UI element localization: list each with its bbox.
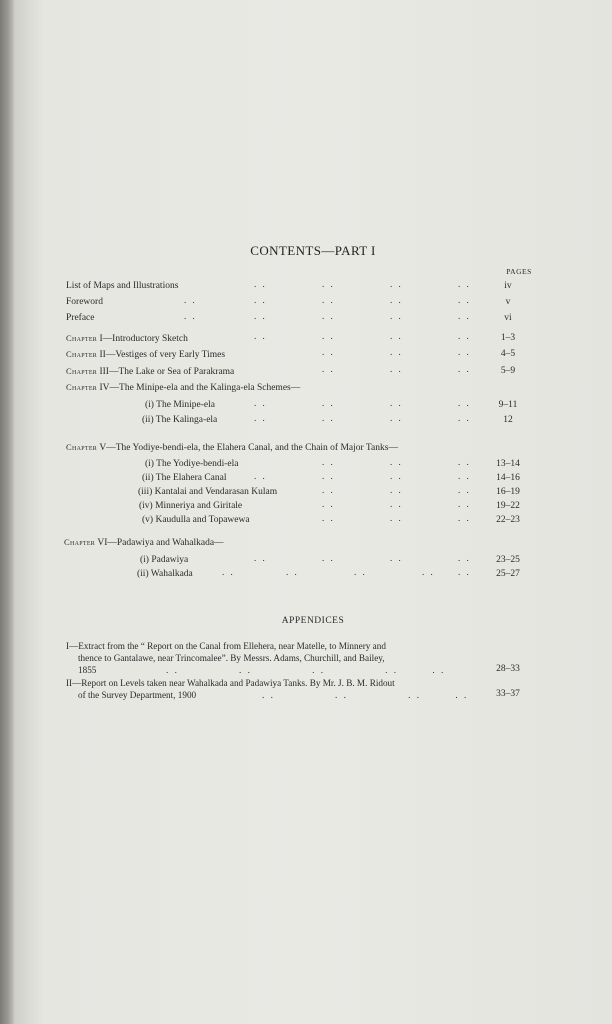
toc-entry-title: List of Maps and Illustrations xyxy=(66,281,179,291)
toc-entry xyxy=(14,279,612,293)
chapter-word: Chapter xyxy=(64,537,96,547)
pages-column-label: PAGES xyxy=(506,267,532,276)
toc-entry xyxy=(14,440,612,454)
toc-entry-title: —The Yodiye-bendi-ela, the Elahera Canal, and the Chain of Major Tanks— xyxy=(106,443,398,453)
chapter-number: V xyxy=(99,443,107,453)
toc-entry xyxy=(14,398,612,412)
toc-entry-pages: v xyxy=(505,297,511,307)
appendix-line-text: 1855 xyxy=(78,665,97,675)
leader-dots: . . . . . . . . . . xyxy=(166,665,446,675)
toc-entry-title: (iii) Kantalai and Vendarasan Kulam xyxy=(138,487,278,497)
toc-entry-title: (ii) The Elahera Canal xyxy=(142,473,227,483)
toc-entry xyxy=(14,535,612,549)
toc-entry xyxy=(14,513,612,527)
toc-entry xyxy=(14,331,612,345)
toc-entry-title: —Introductory Sketch xyxy=(102,334,188,344)
toc-entry-title: (i) The Minipe-ela xyxy=(145,400,215,410)
toc-entry xyxy=(14,553,612,567)
toc-entry-pages: 4–5 xyxy=(500,349,516,359)
toc-entry-title: (i) The Yodiye-bendi-ela xyxy=(145,459,239,469)
toc-entry-title: Preface xyxy=(66,313,95,323)
toc-entry xyxy=(14,567,612,581)
chapter-number: II xyxy=(99,350,106,360)
toc-entry xyxy=(14,499,612,513)
toc-entry xyxy=(14,295,612,309)
toc-entry-pages: 22–23 xyxy=(496,515,520,525)
toc-entry-title: (i) Padawiya xyxy=(140,555,189,565)
leader-dots: . . . . . . . . xyxy=(254,398,471,408)
leader-dots: . . . . . . xyxy=(322,499,471,509)
toc-entry xyxy=(14,471,612,485)
appendix-item xyxy=(66,640,481,676)
chapter-number: III xyxy=(99,367,109,377)
leader-dots: . . . . . . . . xyxy=(262,690,469,700)
toc-entry-pages: 9–11 xyxy=(498,400,518,410)
toc-entry-pages: vi xyxy=(504,313,512,323)
toc-entry-title: Foreword xyxy=(66,297,103,307)
toc-entry-pages: 14–16 xyxy=(496,473,520,483)
toc-entry-title: (ii) Wahalkada xyxy=(137,569,193,579)
appendix-line: I—Extract from the “ Report on the Canal from Ellehera, near Matelle, to Minnery and xyxy=(66,641,386,651)
chapter-word: Chapter xyxy=(66,333,98,343)
toc-entry xyxy=(14,485,612,499)
toc-entry xyxy=(14,364,612,378)
leader-dots: . . . . . . . . xyxy=(254,331,471,341)
contents-heading: CONTENTS—PART I xyxy=(250,243,376,258)
toc-entry-pages: 19–22 xyxy=(496,501,520,511)
toc-entry xyxy=(14,457,612,471)
toc-entry-title: —Vestiges of very Early Times xyxy=(105,350,226,360)
toc-entry xyxy=(14,347,612,361)
leader-dots: . . . . . . . . . . xyxy=(184,311,471,321)
leader-dots: . . . . . . xyxy=(322,513,471,523)
appendix-line: thence to Gantalawe, near Trincomalee”. By Messrs. Adams, Churchill, and Bailey, xyxy=(78,653,385,663)
toc-entry-title: —Padawiya and Wahalkada— xyxy=(107,538,224,548)
toc-entry-pages: 25–27 xyxy=(496,569,520,579)
appendix-pages: 33–37 xyxy=(496,689,520,699)
leader-dots: . . . . . . xyxy=(322,457,471,467)
toc-entry-pages: 16–19 xyxy=(496,487,520,497)
leader-dots: . . . . . . xyxy=(322,485,471,495)
appendix-line-text: of the Survey Department, 1900 xyxy=(78,690,197,700)
toc-entry-title: (v) Kaudulla and Topawewa xyxy=(142,515,250,525)
toc-entry xyxy=(14,311,612,325)
leader-dots: . . . . . . . . xyxy=(254,279,471,289)
leader-dots: . . . . . . xyxy=(322,364,471,374)
chapter-number: VI xyxy=(97,538,108,548)
chapter-word: Chapter xyxy=(66,349,98,359)
chapter-number: I xyxy=(99,334,103,344)
appendix-line xyxy=(66,664,481,676)
appendix-line: II—Report on Levels taken near Wahalkada and Padawiya Tanks. By Mr. J. B. M. Ridout xyxy=(66,678,395,688)
toc-entry-pages: 13–14 xyxy=(496,459,520,469)
appendix-line xyxy=(66,689,481,701)
toc-entry-title: (ii) The Kalinga-ela xyxy=(142,415,218,425)
chapter-word: Chapter xyxy=(66,366,98,376)
toc-entry-pages: 5–9 xyxy=(500,366,516,376)
toc-entry xyxy=(14,413,612,427)
toc-entry-title: —The Minipe-ela and the Kalinga-ela Schemes— xyxy=(109,383,301,393)
leader-dots: . . . . . . . . . . xyxy=(184,295,471,305)
leader-dots: . . . . . . . . xyxy=(254,471,471,481)
appendix-item xyxy=(66,677,481,701)
book-spine-shadow xyxy=(0,0,14,1024)
appendix-pages: 28–33 xyxy=(496,664,520,674)
chapter-word: Chapter xyxy=(66,382,98,392)
chapter-number: IV xyxy=(99,383,110,393)
toc-entry xyxy=(14,380,612,394)
toc-entry-title: (iv) Minneriya and Giritale xyxy=(139,501,243,511)
toc-entry-pages: 1–3 xyxy=(500,333,516,343)
toc-entry-pages: 12 xyxy=(503,415,513,425)
toc-entry-pages: iv xyxy=(504,281,512,291)
chapter-word: Chapter xyxy=(66,442,98,452)
book-page xyxy=(14,0,612,1024)
leader-dots: . . . . . . xyxy=(322,347,471,357)
leader-dots: . . . . . . . . xyxy=(254,413,471,423)
appendices-heading: APPENDICES xyxy=(281,616,345,626)
leader-dots: . . . . . . . . xyxy=(254,553,471,563)
leader-dots: . . . . . . . . . . xyxy=(222,567,471,577)
toc-entry-pages: 23–25 xyxy=(496,555,520,565)
toc-entry-title: —The Lake or Sea of Parakrama xyxy=(108,367,235,377)
